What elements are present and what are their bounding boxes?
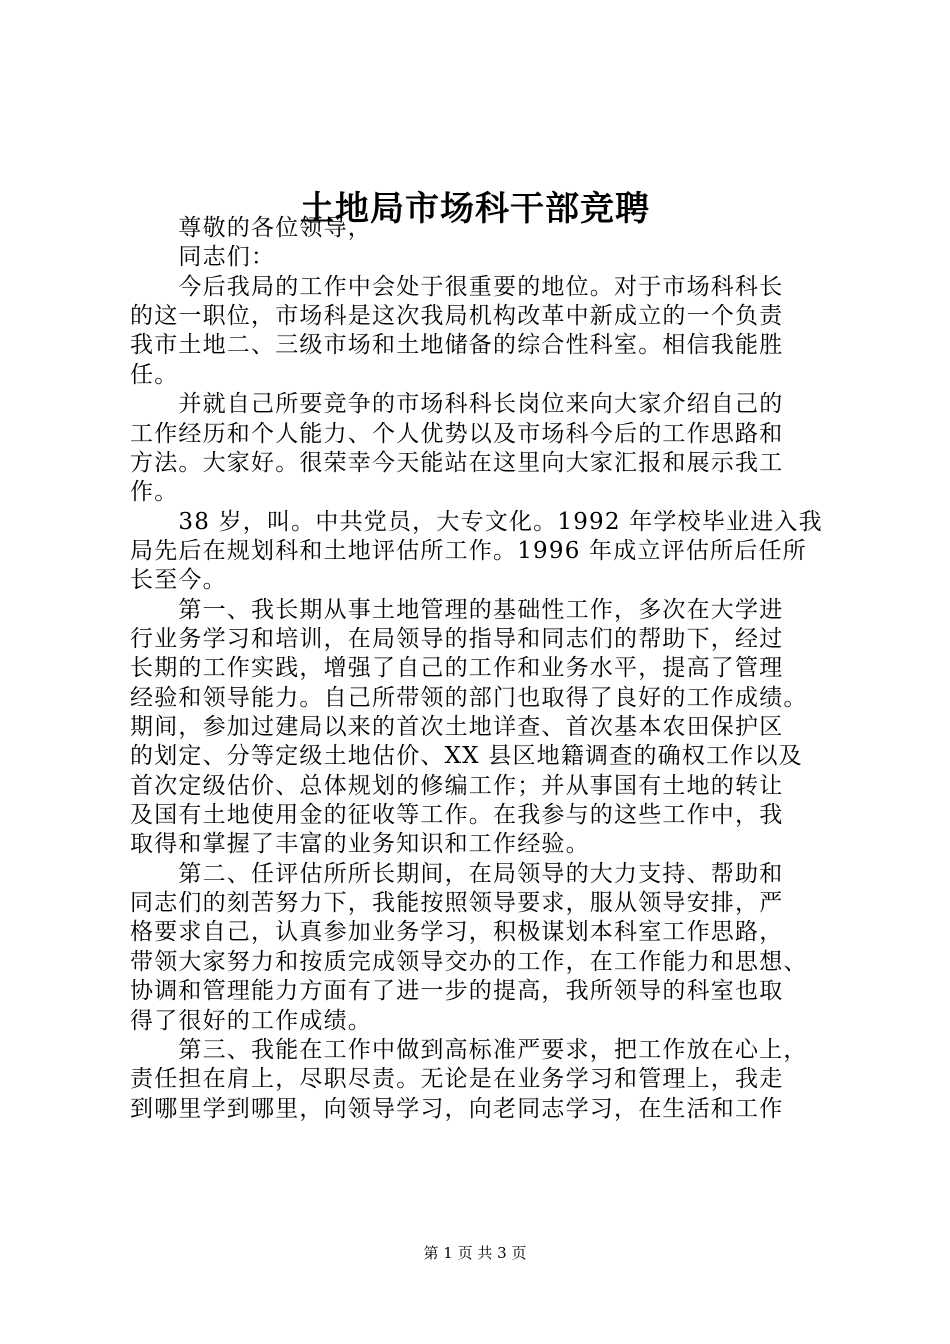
body-line: 38 岁，叫。中共党员，大专文化。1992 年学校毕业进入我 — [130, 508, 823, 535]
body-line: 第一、我长期从事土地管理的基础性工作，多次在大学进 — [130, 596, 784, 623]
document-title: 土地局市场科干部竞聘 — [300, 189, 650, 229]
body-line: 我市土地二、三级市场和土地储备的综合性科室。相信我能胜 — [130, 332, 784, 359]
body-line: 期间，参加过建局以来的首次土地详查、首次基本农田保护区 — [130, 714, 784, 740]
body-line: 带领大家努力和按质完成领导交办的工作，在工作能力和思想、 — [130, 948, 808, 975]
body-line: 行业务学习和培训，在局领导的指导和同志们的帮助下，经过 — [130, 625, 784, 652]
body-line: 长期的工作实践，增强了自己的工作和业务水平，提高了管理 — [130, 655, 784, 682]
body-line: 尊敬的各位领导， — [130, 215, 372, 241]
body-line: 的划定、分等定级土地估价、XX 县区地籍调查的确权工作以及 — [130, 743, 803, 770]
body-line: 方法。大家好。很荣幸今天能站在这里向大家汇报和展示我工 — [130, 449, 784, 476]
body-line: 作。 — [130, 479, 179, 506]
body-line: 取得和掌握了丰富的业务知识和工作经验。 — [130, 831, 590, 858]
body-line: 第二、任评估所所长期间，在局领导的大力支持、帮助和 — [130, 860, 784, 887]
body-line: 到哪里学到哪里，向领导学习，向老同志学习，在生活和工作 — [130, 1095, 784, 1122]
body-line: 经验和领导能力。自己所带领的部门也取得了良好的工作成绩。 — [130, 684, 808, 711]
body-line: 工作经历和个人能力、个人优势以及市场科今后的工作思路和 — [130, 420, 784, 447]
page-footer: 第 1 页 共 3 页 — [423, 1244, 527, 1262]
body-line: 得了很好的工作成绩。 — [130, 1007, 372, 1034]
body-line: 协调和管理能力方面有了进一步的提高，我所领导的科室也取 — [130, 978, 784, 1005]
body-line: 首次定级估价、总体规划的修编工作；并从事国有土地的转让 — [130, 772, 784, 799]
body-line: 任。 — [130, 361, 179, 388]
body-line: 的这一职位，市场科是这次我局机构改革中新成立的一个负责 — [130, 303, 784, 330]
body-line: 同志们： — [130, 244, 276, 271]
body-line: 今后我局的工作中会处于很重要的地位。对于市场科科长 — [130, 273, 784, 300]
body-line: 长至今。 — [130, 567, 227, 594]
body-line: 并就自己所要竞争的市场科科长岗位来向大家介绍自己的 — [130, 391, 784, 418]
body-line: 同志们的刻苦努力下，我能按照领导要求，服从领导安排，严 — [130, 890, 784, 917]
body-line: 第三、我能在工作中做到高标准严要求，把工作放在心上， — [130, 1036, 808, 1063]
body-line: 格要求自己，认真参加业务学习，积极谋划本科室工作思路， — [130, 919, 784, 946]
body-line: 责任担在肩上，尽职尽责。无论是在业务学习和管理上，我走 — [130, 1066, 784, 1093]
body-line: 局先后在规划科和土地评估所工作。1996 年成立评估所后任所 — [130, 537, 807, 564]
body-line: 及国有土地使用金的征收等工作。在我参与的这些工作中，我 — [130, 802, 784, 828]
